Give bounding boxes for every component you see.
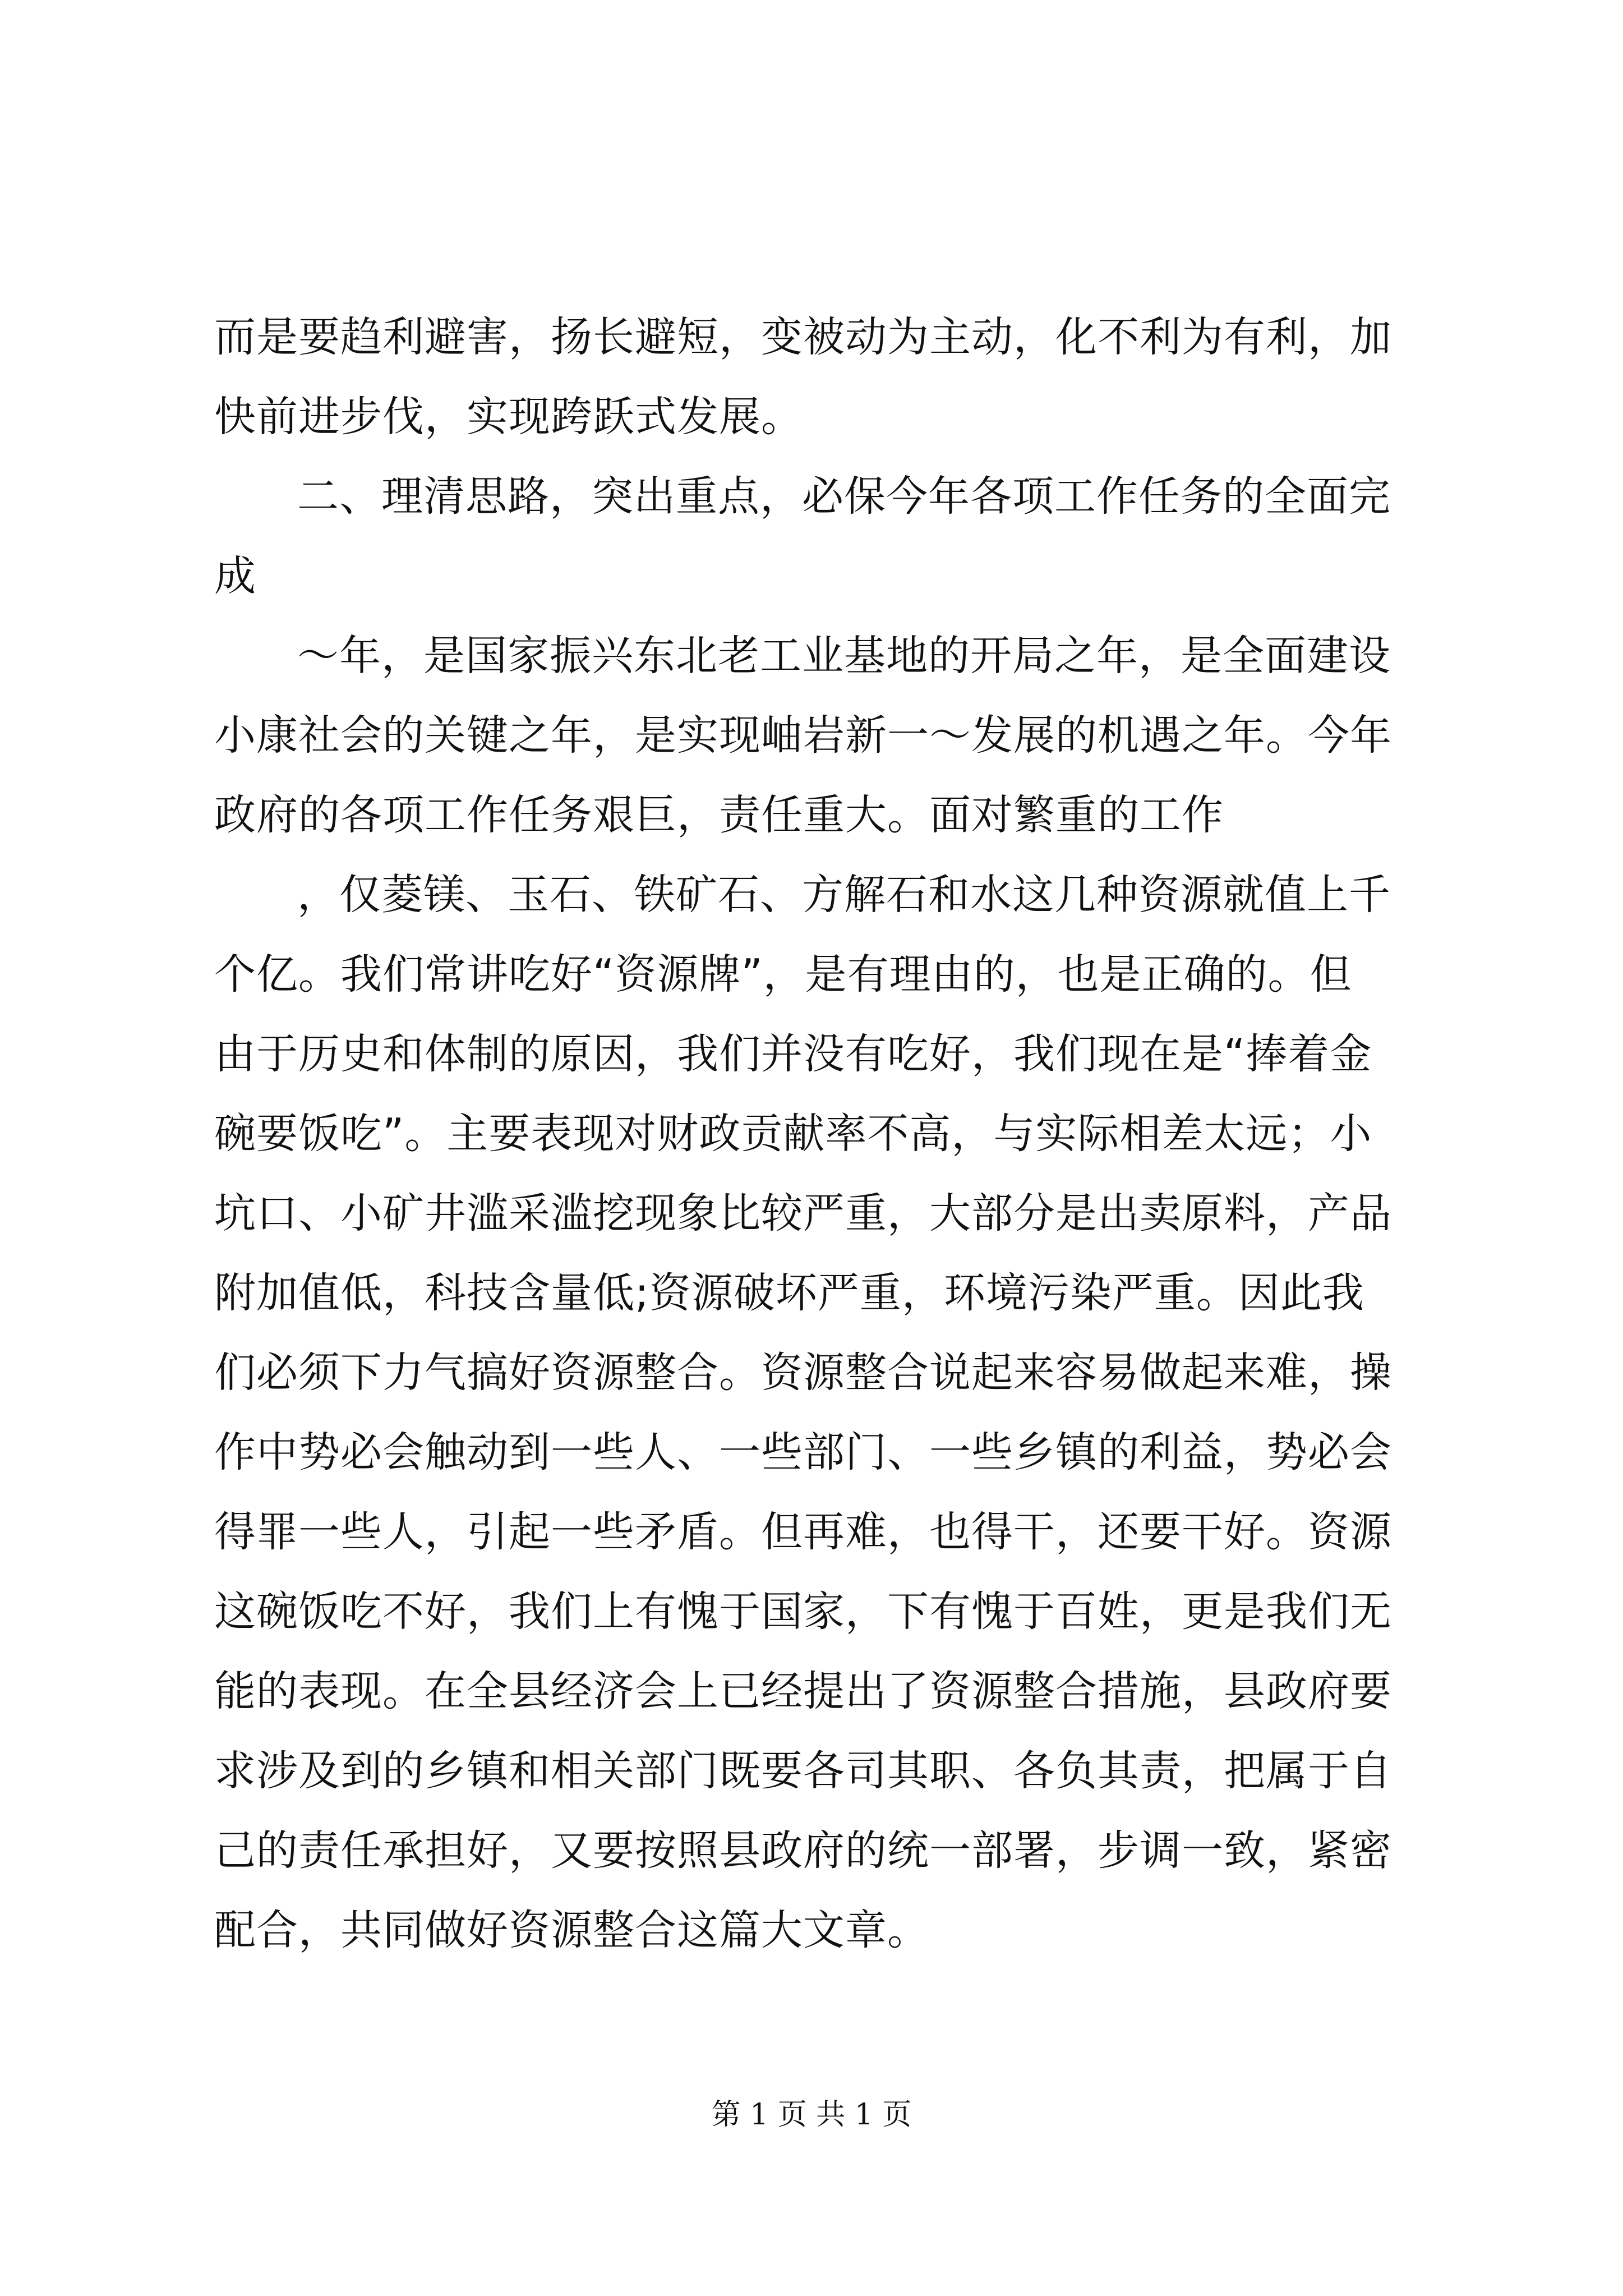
text-line: 小康社会的关键之年，是实现岫岩新一～发展的机遇之年。今年 bbox=[214, 711, 1392, 760]
text-line: 们必须下力气搞好资源整合。资源整合说起来容易做起来难，操 bbox=[214, 1349, 1392, 1397]
page-footer bbox=[0, 2095, 1623, 2134]
text-line: 而是要趋利避害，扬长避短，变被动为主动，化不利为有利，加 bbox=[214, 313, 1392, 361]
section-heading-line: 成 bbox=[214, 552, 256, 600]
text-line: ，仅菱镁、玉石、铁矿石、方解石和水这几种资源就值上千 bbox=[297, 871, 1391, 919]
text-line: 能的表现。在全县经济会上已经提出了资源整合措施，县政府要 bbox=[214, 1667, 1392, 1715]
text-line: 个亿。我们常讲吃好“资源牌”，是有理由的，也是正确的。但 bbox=[214, 950, 1352, 999]
text-line: 碗要饭吃”。主要表现对财政贡献率不高，与实际相差太远；小 bbox=[214, 1110, 1372, 1158]
text-line: 由于历史和体制的原因，我们并没有吃好，我们现在是“捧着金 bbox=[214, 1030, 1372, 1078]
text-line: 配合，共同做好资源整合这篇大文章。 bbox=[214, 1906, 929, 1954]
text-line: 快前进步伐，实现跨跃式发展。 bbox=[214, 393, 803, 441]
text-line: 这碗饭吃不好，我们上有愧于国家，下有愧于百姓，更是我们无 bbox=[214, 1588, 1392, 1636]
page-number: 第 1 页 共 1 页 bbox=[711, 2098, 912, 2132]
text-line: 得罪一些人，引起一些矛盾。但再难，也得干，还要干好。资源 bbox=[214, 1508, 1392, 1556]
text-line: 坑口、小矿井滥采滥挖现象比较严重，大部分是出卖原料，产品 bbox=[214, 1189, 1392, 1237]
text-line: ～年，是国家振兴东北老工业基地的开局之年，是全面建设 bbox=[297, 632, 1391, 680]
text-line: 求涉及到的乡镇和相关部门既要各司其职、各负其责，把属于自 bbox=[214, 1747, 1392, 1795]
section-heading-line: 二、理清思路，突出重点，必保今年各项工作任务的全面完 bbox=[297, 472, 1391, 521]
text-line: 己的责任承担好，又要按照县政府的统一部署，步调一致，紧密 bbox=[214, 1826, 1392, 1875]
text-line: 政府的各项工作任务艰巨，责任重大。面对繁重的工作 bbox=[214, 791, 1224, 839]
text-line: 附加值低，科技含量低;资源破坏严重，环境污染严重。因此我 bbox=[214, 1269, 1364, 1317]
document-body bbox=[214, 297, 1414, 1970]
text-line: 作中势必会触动到一些人、一些部门、一些乡镇的利益，势必会 bbox=[214, 1428, 1392, 1476]
